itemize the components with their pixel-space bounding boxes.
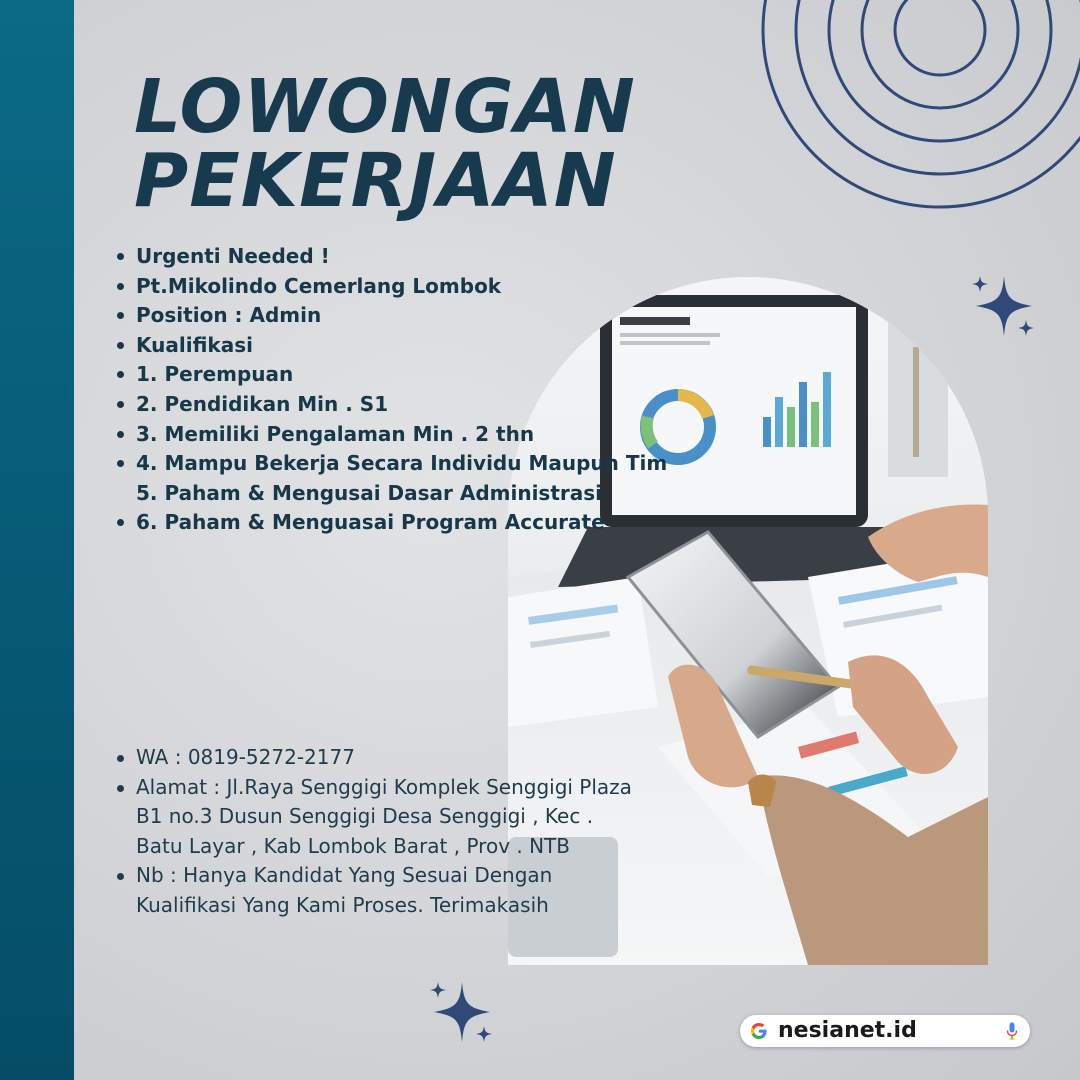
requirement-item [116, 479, 736, 509]
contact-item [116, 773, 696, 862]
bullet-dot [117, 312, 124, 319]
bullet-dot [117, 873, 124, 880]
requirement-item [116, 242, 736, 272]
requirement-text: 6. Paham & Menguasai Program Accurate [136, 510, 605, 535]
requirement-item [116, 420, 736, 450]
title-line-1: LOWONGAN [134, 64, 636, 150]
requirement-text: 5. Paham & Mengusai Dasar Administrasi [136, 480, 603, 505]
bullet-dot [117, 342, 124, 349]
bullet-dot [117, 371, 124, 378]
bullet-dot [117, 755, 124, 762]
requirement-item [116, 272, 736, 302]
search-query-text: nesianet.id [778, 1018, 917, 1043]
requirement-text: Pt.Mikolindo Cemerlang Lombok [136, 273, 502, 298]
contact-item [116, 861, 696, 920]
title-line-2: PEKERJAAN [134, 138, 617, 224]
requirement-item [116, 301, 736, 331]
bullet-dot [117, 785, 124, 792]
left-accent-bar [0, 0, 74, 1080]
contact-text: WA : 0819-5272-2177 [136, 745, 355, 769]
bullet-dot [117, 460, 124, 467]
bullet-dot [117, 253, 124, 260]
contact-text: Nb : Hanya Kandidat Yang Sesuai Dengan Kualifikasi Yang Kami Proses. Terimakasih [136, 863, 553, 917]
contact-item [116, 743, 696, 773]
contact-text: Alamat : Jl.Raya Senggigi Komplek Senggigi Plaza B1 no.3 Dusun Senggigi Desa Senggigi , Kec . Batu Layar , Kab Lombok Barat , Prov . NTB [136, 774, 632, 858]
requirement-text: Position : Admin [136, 303, 322, 328]
requirements-list [116, 242, 736, 538]
requirement-text: 3. Memiliki Pengalaman Min . 2 thn [136, 421, 535, 446]
requirement-item [116, 360, 736, 390]
bullet-dot [117, 401, 124, 408]
microphone-icon[interactable] [1006, 1022, 1018, 1040]
sparkle-icon [968, 272, 1040, 344]
google-g-icon [750, 1022, 768, 1040]
bullet-dot [117, 283, 124, 290]
requirement-text: Urgenti Needed ! [136, 244, 330, 268]
page-title [134, 64, 636, 224]
requirement-text: 1. Perempuan [136, 362, 294, 387]
concentric-rings-decoration [760, 0, 1080, 240]
requirement-item [116, 331, 736, 361]
sparkle-icon [426, 978, 498, 1050]
bullet-dot [117, 519, 124, 526]
requirement-item [116, 449, 736, 479]
requirement-text: Kualifikasi [136, 332, 253, 357]
search-bar[interactable] [740, 1015, 1030, 1047]
requirement-item [116, 390, 736, 420]
bullet-dot [117, 431, 124, 438]
requirement-text: 2. Pendidikan Min . S1 [136, 391, 389, 416]
requirement-item [116, 508, 736, 538]
requirement-text: 4. Mampu Bekerja Secara Individu Maupun Tim [136, 451, 668, 476]
contact-info-list [116, 743, 696, 921]
